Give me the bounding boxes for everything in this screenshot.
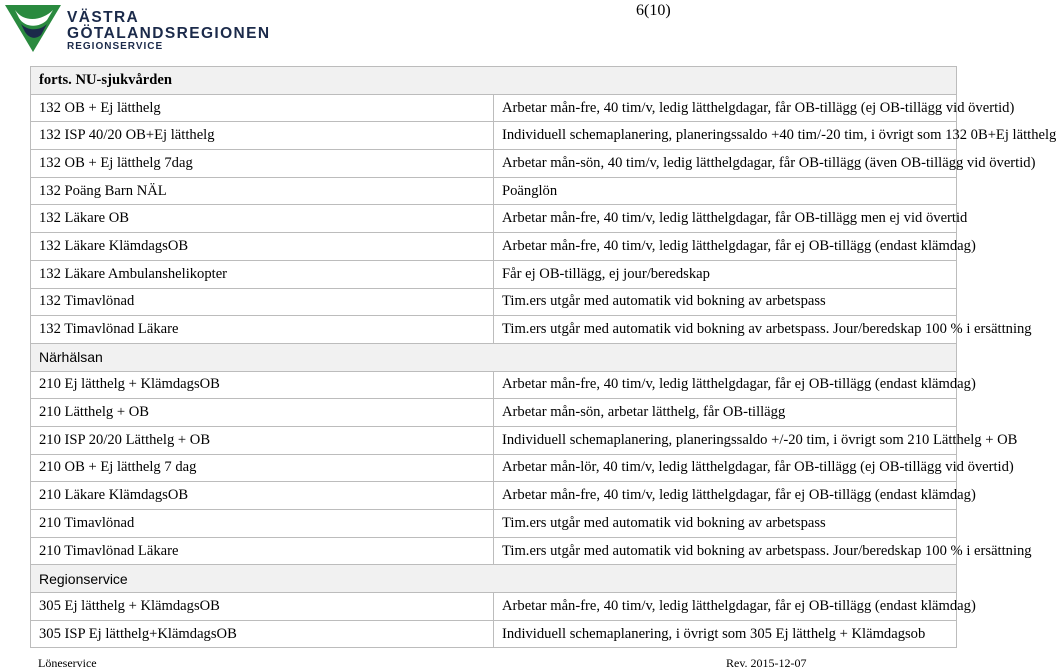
section-title: Närhälsan: [31, 343, 957, 371]
table-row: [31, 177, 957, 205]
schedule-description: Individuell schemaplanering, planeringssaldo +/-20 tim, i övrigt som 210 Lätthelg + OB: [494, 426, 957, 454]
table-row: [31, 399, 957, 427]
table-row: [31, 593, 957, 621]
schedule-description: Arbetar mån-sön, 40 tim/v, ledig lätthelgdagar, får OB-tillägg (även OB-tillägg vid övertid): [494, 150, 957, 178]
table-row: [31, 205, 957, 233]
schedule-code: 132 Poäng Barn NÄL: [31, 177, 494, 205]
schedule-code: 210 Timavlönad: [31, 510, 494, 538]
schedule-description: Individuell schemaplanering, i övrigt som 305 Ej lätthelg + Klämdagsob: [494, 620, 957, 648]
footer-revision: Rev. 2015-12-07: [726, 656, 807, 670]
org-name-line3: REGIONSERVICE: [67, 41, 164, 52]
schedule-code: 132 Timavlönad: [31, 288, 494, 316]
table-row: [31, 510, 957, 538]
schedule-description: Individuell schemaplanering, planeringssaldo +40 tim/-20 tim, i övrigt som 132 0B+Ej lätthelg: [494, 122, 957, 150]
vgr-logo-icon: [3, 2, 63, 54]
section-header-row: [31, 565, 957, 593]
table-row: [31, 620, 957, 648]
schedule-description: Arbetar mån-lör, 40 tim/v, ledig lätthelgdagar, får OB-tillägg (ej OB-tillägg vid övertid): [494, 454, 957, 482]
footer-department: Löneservice: [38, 656, 97, 670]
schedule-description: Tim.ers utgår med automatik vid bokning av arbetspass: [494, 510, 957, 538]
schedule-code: 132 OB + Ej lätthelg: [31, 94, 494, 122]
section-header-row: [31, 343, 957, 371]
table-row: [31, 122, 957, 150]
schedule-description: Arbetar mån-fre, 40 tim/v, ledig lätthelgdagar, får ej OB-tillägg (endast klämdag): [494, 593, 957, 621]
table-row: [31, 537, 957, 565]
table-row: [31, 426, 957, 454]
table-row: [31, 94, 957, 122]
schedule-description: Arbetar mån-fre, 40 tim/v, ledig lätthelgdagar, får ej OB-tillägg (endast klämdag): [494, 371, 957, 399]
schedule-description: Arbetar mån-fre, 40 tim/v, ledig lätthelgdagar, får OB-tillägg men ej vid övertid: [494, 205, 957, 233]
schedule-code: 210 Lätthelg + OB: [31, 399, 494, 427]
schedule-code: 132 Läkare KlämdagsOB: [31, 233, 494, 261]
schedule-code: 305 Ej lätthelg + KlämdagsOB: [31, 593, 494, 621]
table-row: [31, 233, 957, 261]
code-table: [30, 66, 1056, 648]
page-number: 6(10): [636, 2, 671, 19]
schedule-description: Arbetar mån-sön, arbetar lätthelg, får OB-tillägg: [494, 399, 957, 427]
table-row: [31, 482, 957, 510]
table-row: [31, 260, 957, 288]
schedule-code: 132 Läkare Ambulanshelikopter: [31, 260, 494, 288]
table-row: [31, 316, 957, 344]
schedule-code: 305 ISP Ej lätthelg+KlämdagsOB: [31, 620, 494, 648]
schedule-description: Tim.ers utgår med automatik vid bokning av arbetspass: [494, 288, 957, 316]
schedule-code: 132 ISP 40/20 OB+Ej lätthelg: [31, 122, 494, 150]
schedule-description: Poänglön: [494, 177, 957, 205]
table-row: [31, 371, 957, 399]
schedule-code: 210 Timavlönad Läkare: [31, 537, 494, 565]
schedule-code: 210 Läkare KlämdagsOB: [31, 482, 494, 510]
schedule-description: Får ej OB-tillägg, ej jour/beredskap: [494, 260, 957, 288]
table-row: [31, 454, 957, 482]
schedule-code: 132 Timavlönad Läkare: [31, 316, 494, 344]
org-logo: [3, 2, 271, 54]
section-header-row: [31, 67, 957, 95]
org-name-line1: VÄSTRA: [67, 9, 140, 26]
schedule-code: 132 OB + Ej lätthelg 7dag: [31, 150, 494, 178]
schedule-description: Arbetar mån-fre, 40 tim/v, ledig lätthelgdagar, får ej OB-tillägg (endast klämdag): [494, 482, 957, 510]
org-name-line2: GÖTALANDSREGIONEN: [67, 25, 271, 42]
table-row: [31, 150, 957, 178]
schedule-code: 210 OB + Ej lätthelg 7 dag: [31, 454, 494, 482]
schedule-description: Tim.ers utgår med automatik vid bokning av arbetspass. Jour/beredskap 100 % i ersättning: [494, 537, 957, 565]
schedule-description: Arbetar mån-fre, 40 tim/v, ledig lätthelgdagar, får OB-tillägg (ej OB-tillägg vid övertid): [494, 94, 957, 122]
section-title: forts. NU-sjukvården: [31, 67, 957, 95]
schedule-description: Tim.ers utgår med automatik vid bokning av arbetspass. Jour/beredskap 100 % i ersättning: [494, 316, 957, 344]
schedule-code: 210 Ej lätthelg + KlämdagsOB: [31, 371, 494, 399]
schedule-code: 210 ISP 20/20 Lätthelg + OB: [31, 426, 494, 454]
section-title: Regionservice: [31, 565, 957, 593]
schedule-code: 132 Läkare OB: [31, 205, 494, 233]
table-row: [31, 288, 957, 316]
schedule-description: Arbetar mån-fre, 40 tim/v, ledig lätthelgdagar, får ej OB-tillägg (endast klämdag): [494, 233, 957, 261]
